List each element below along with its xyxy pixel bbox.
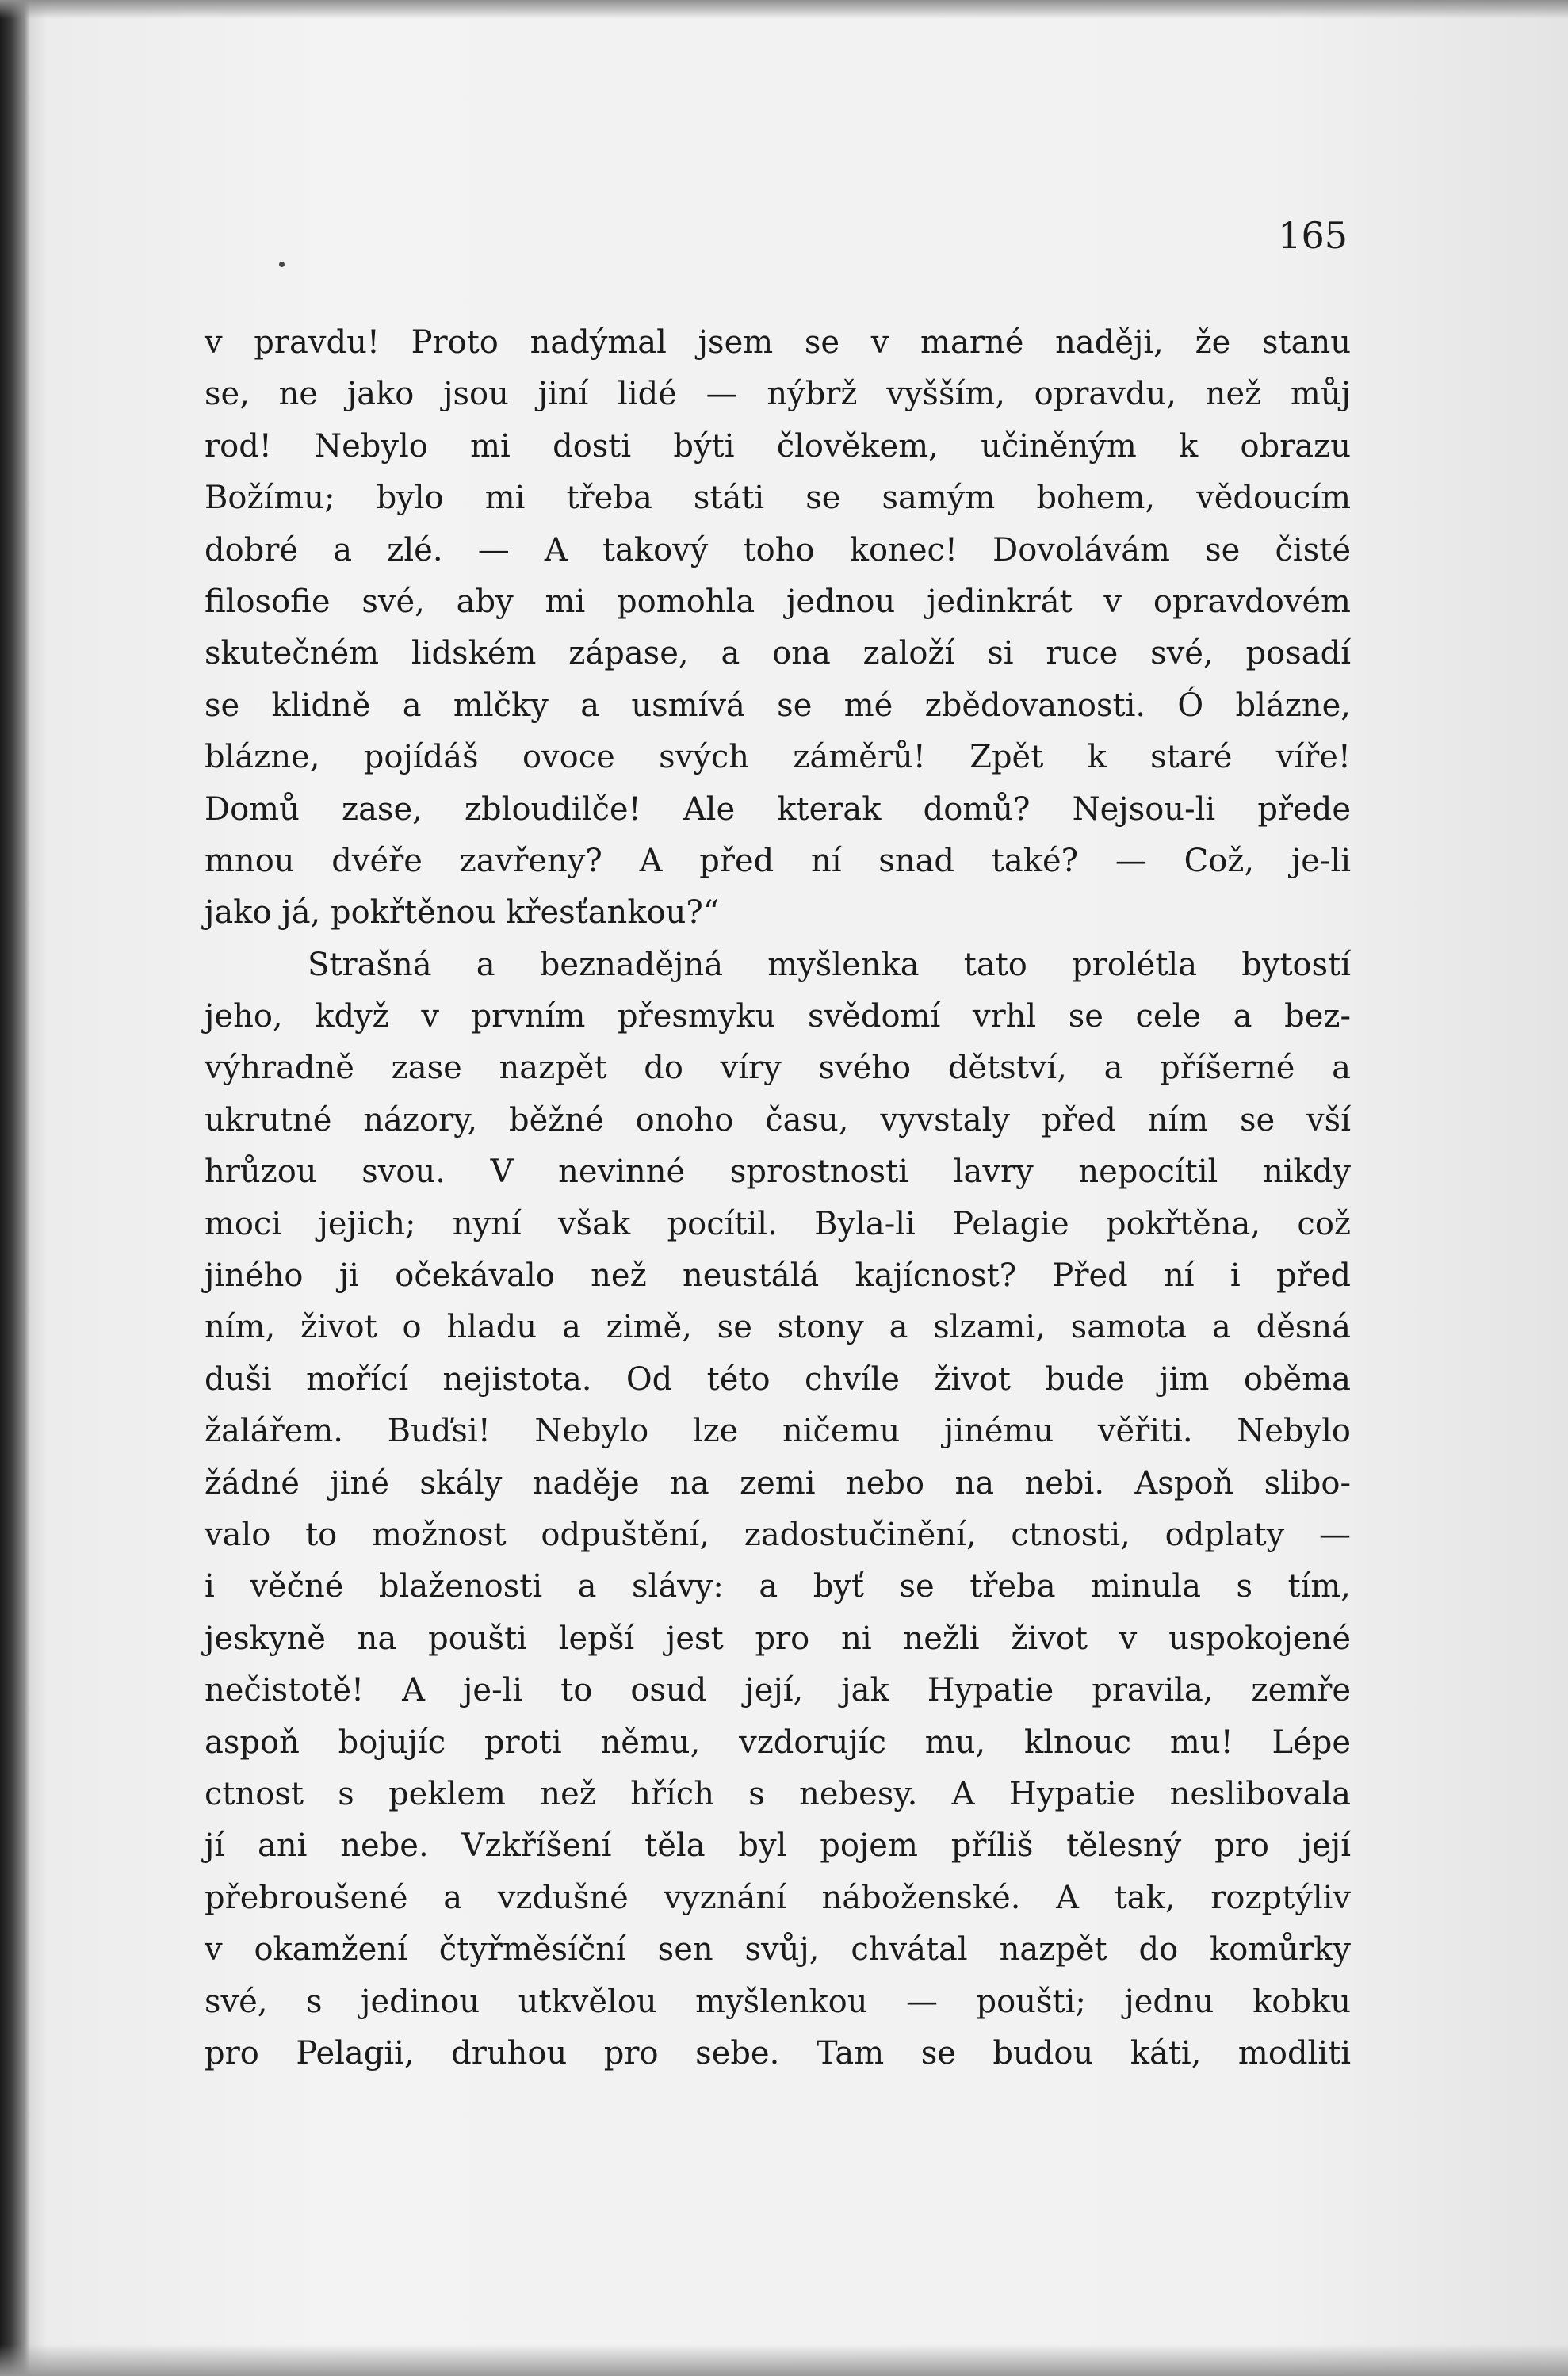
binding-edge <box>0 0 30 2376</box>
body-text <box>205 317 1351 2079</box>
text-line: jí ani nebe. Vzkříšení těla byl pojem příliš tělesný pro její <box>205 1827 1351 1865</box>
text-line: své, s jedinou utkvělou myšlenkou — poušti; jednu kobku <box>205 1983 1351 2020</box>
text-line: v pravdu! Proto nadýmal jsem se v marné naději, že stanu <box>205 324 1351 361</box>
text-line: se klidně a mlčky a usmívá se mé zbědovanosti. Ó blázne, <box>205 687 1351 724</box>
text-line: filosofie své, aby mi pomohla jednou jedinkrát v opravdovém <box>205 583 1351 620</box>
text-line: ním, život o hladu a zimě, se stony a slzami, samota a děsná <box>205 1309 1351 1346</box>
text-line: mnou dvéře zavřeny? A před ní snad také? — Což, je-li <box>205 842 1351 879</box>
text-line: přebroušené a vzdušné vyznání náboženské. A tak, rozptýliv <box>205 1879 1351 1916</box>
text-line: jako já, pokřtěnou křesťankou?“ <box>205 894 720 932</box>
text-line: jeskyně na poušti lepší jest pro ni nežli život v uspokojené <box>205 1620 1351 1657</box>
text-line: ukrutné názory, běžné onoho času, vyvstaly před ním se vší <box>205 1101 1351 1138</box>
text-line: se, ne jako jsou jiní lidé — nýbrž vyšším, opravdu, než můj <box>205 376 1351 413</box>
text-line: jeho, když v prvním přesmyku svědomí vrhl se cele a bez- <box>205 998 1351 1035</box>
text-line: Domů zase, zbloudilče! Ale kterak domů? Nejsou-li přede <box>205 790 1351 828</box>
top-edge-shadow <box>0 0 1568 19</box>
text-line: dobré a zlé. — A takový toho konec! Dovolávám se čisté <box>205 531 1351 568</box>
text-line: moci jejich; nyní však pocítil. Byla-li Pelagie pokřtěna, což <box>205 1205 1351 1242</box>
text-line: žalářem. Buďsi! Nebylo lze ničemu jinému věřiti. Nebylo <box>205 1413 1351 1450</box>
text-line: žádné jiné skály naděje na zemi nebo na nebi. Aspoň slibo- <box>205 1464 1351 1502</box>
page-number: 165 <box>1278 214 1348 257</box>
text-line: rod! Nebylo mi dosti býti člověkem, učiněným k obrazu <box>205 427 1351 465</box>
text-line: aspoň bojujíc proti němu, vzdorujíc mu, klnouc mu! Lépe <box>205 1724 1351 1761</box>
text-line: skutečném lidském zápase, a ona založí si ruce své, posadí <box>205 635 1351 672</box>
text-line: ctnost s peklem než hřích s nebesy. A Hypatie neslibovala <box>205 1775 1351 1812</box>
text-line: pro Pelagii, druhou pro sebe. Tam se budou káti, modliti <box>205 2034 1351 2072</box>
text-line: blázne, pojídáš ovoce svých záměrů! Zpět k staré víře! <box>205 739 1351 776</box>
text-line: nečistotě! A je-li to osud její, jak Hypatie pravila, zemře <box>205 1672 1351 1709</box>
text-line: v okamžení čtyřměsíční sen svůj, chvátal nazpět do komůrky <box>205 1931 1351 1969</box>
bottom-edge-shadow <box>0 2344 1568 2376</box>
text-line: Božímu; bylo mi třeba státi se samým bohem, vědoucím <box>205 480 1351 517</box>
text-line: valo to možnost odpuštění, zadostučinění, ctnosti, odplaty — <box>205 1516 1351 1553</box>
print-speck <box>279 262 285 267</box>
text-line: jiného ji očekávalo než neustálá kajícnost? Před ní i před <box>205 1257 1351 1295</box>
text-line: i věčné blaženosti a slávy: a byť se třeba minula s tím, <box>205 1568 1351 1605</box>
text-line: duši mořící nejistota. Od této chvíle život bude jim oběma <box>205 1360 1351 1398</box>
paragraph-first-line: Strašná a beznadějná myšlenka tato prolétla bytostí <box>308 946 1351 983</box>
text-line: výhradně zase nazpět do víry svého dětství, a příšerné a <box>205 1050 1351 1087</box>
text-line: hrůzou svou. V nevinné sprostnosti lavry nepocítil nikdy <box>205 1154 1351 1191</box>
